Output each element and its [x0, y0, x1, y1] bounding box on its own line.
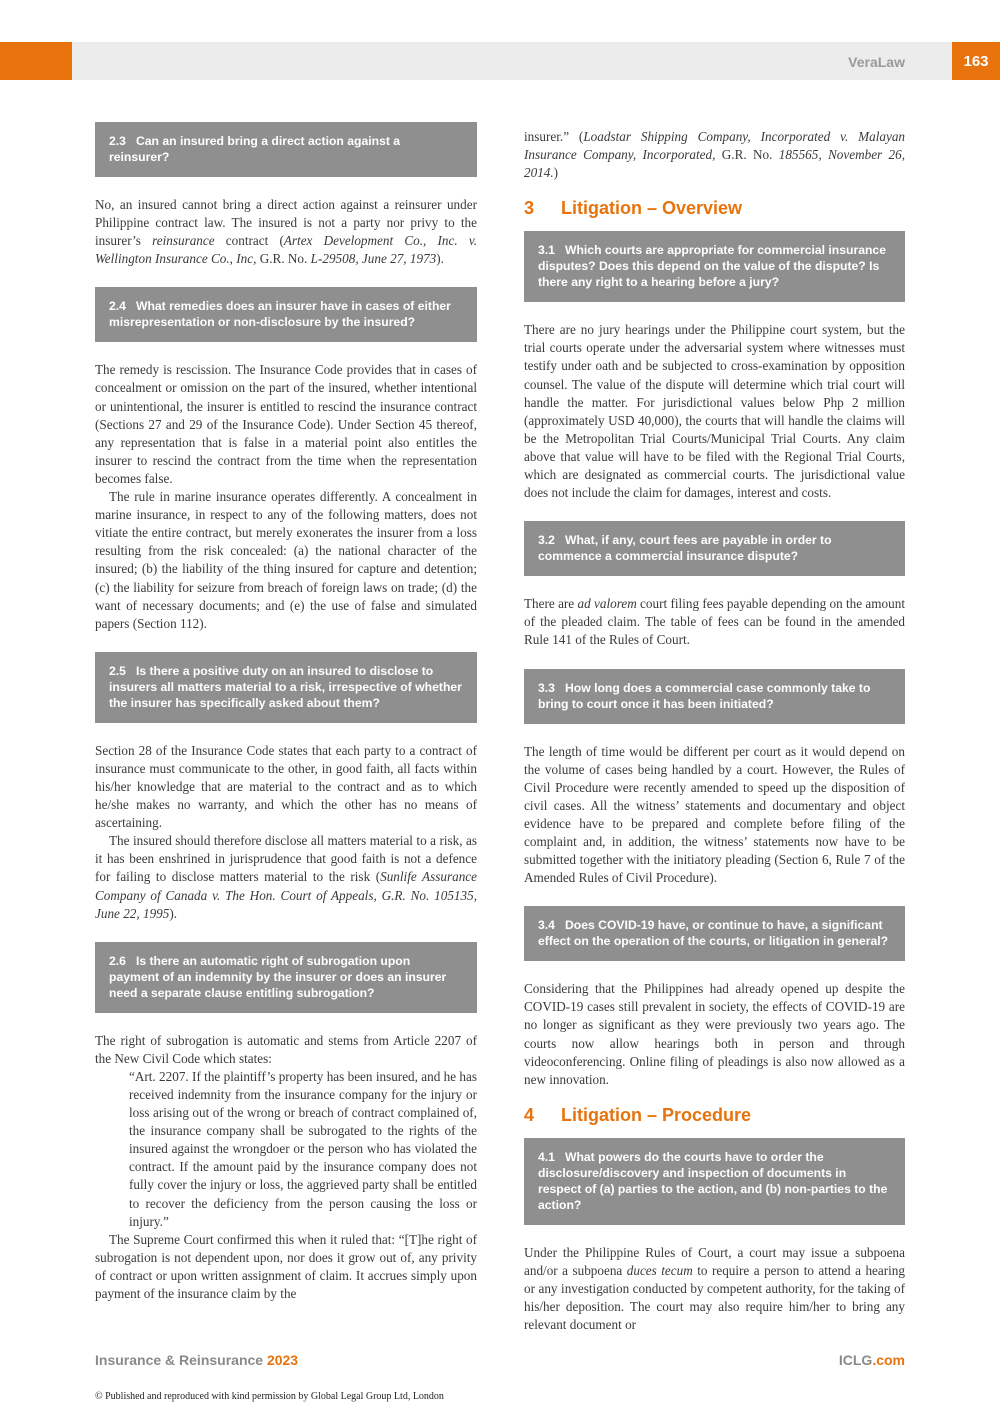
answer-text: G.R. No.	[256, 251, 311, 267]
answer-3-2	[524, 595, 905, 649]
case-citation: L-29508, June 27, 1973	[310, 251, 437, 267]
section-title: Litigation – Procedure	[561, 1104, 752, 1125]
question-text: Is there an automatic right of subrogation upon payment of an indemnity by the insurer or does an insurer need a separate clause entitling subrogation?	[109, 953, 447, 1000]
answer-2-5-p2	[95, 832, 477, 922]
answer-text: ).	[436, 251, 444, 267]
answer-text: No, an insured cannot bring a direct action against a reinsurer under Philippine contract law. The insured is not a party nor privy to the insurer’s	[95, 197, 477, 249]
question-3-1	[524, 231, 905, 302]
case-citation: Loadstar Shipping Company, Incorporated v. Malayan Insurance Company, Incorporated,	[524, 129, 906, 163]
answer-text: G.R. No.	[715, 147, 779, 163]
answer-text: Under the Philippine Rules of Court, a court may issue a subpoena and/or a subpoena	[524, 1244, 905, 1278]
case-citation: Artex Development Co., Inc. v. Wellington Insurance Co., Inc,	[95, 233, 478, 267]
question-number: 3.3	[538, 680, 555, 695]
footer-site	[839, 1352, 905, 1368]
question-text: Can an insured bring a direct action against a reinsurer?	[109, 134, 401, 164]
footer-site-domain: .com	[872, 1352, 905, 1368]
section-number: 4	[524, 1104, 535, 1125]
question-text: Does COVID-19 have, or continue to have, a significant effect on the operation of the courts, or litigation in general?	[538, 918, 889, 949]
answer-3-3: The length of time would be different per court as it would depend on the volume of cases being handled by a court. However, the Rules of Civil Procedure were recently amended to speed up the disposition of civil cases. All the witness’ statements and documentary and object evidence have to be prepared and complete before filing of the complaint and, in addition, the witness’ statements now have to be submitted together with the initiatory pleading (Section 6, Rule 7 of the Amended Rules of Civil Procedure).	[524, 743, 905, 886]
answer-3-1: There are no jury hearings under the Philippine court system, but the trial courts operate under the adversarial system where witnesses must testify under oath and be subjected to cross-examination by opposition counsel. The value of the dispute will determine which trial court will handle the matter. For jurisdictional values below Php 2 million (approximately USD 40,000), the courts that will handle the claims will be the Metropolitan Trial Courts/Municipal Trial Courts. Any claim above that value will have to be filed with the Regional Trial Courts, which are designated as commercial courts. The jurisdictional value does not include the claim for damages, interest and costs.	[524, 322, 905, 501]
question-text: What remedies does an insurer have in cases of either misrepresentation or non-disclosure by the insured?	[109, 299, 451, 330]
question-text: What, if any, court fees are payable in order to commence a commercial insurance dispute?	[538, 533, 832, 564]
right-column	[524, 128, 905, 1334]
answer-text: contract (	[214, 233, 284, 249]
answer-4-1	[524, 1244, 905, 1334]
question-text: What powers do the courts have to order the disclosure/discovery and inspection of documents in respect of (a) parties to the action, and (b) non-parties to the action?	[538, 1149, 888, 1212]
answer-2-6-p1: The right of subrogation is automatic and stems from Article 2207 of the New Civil Code which states:	[95, 1032, 477, 1066]
section-title: Litigation – Overview	[561, 198, 743, 219]
footer-site-name: ICLG	[838, 1352, 873, 1368]
question-3-3	[524, 669, 905, 724]
continued-text	[524, 128, 905, 182]
answer-text: The insured should therefore disclose all matters material to a risk, as it has been enshrined in jurisprudence that good faith is not a defence for failing to disclose matters material to the risk (	[95, 833, 477, 885]
question-text: Which courts are appropriate for commercial insurance disputes? Does this depend on the value of the dispute? Is there any right to a hearing before a jury?	[538, 243, 886, 290]
answer-text: to require a person to attend a hearing or any investigation conducted by competent authority, for the taking of his/her deposition. The court may also require him/her to bring any relevant document or	[524, 1262, 905, 1333]
answer-2-4-p2: The rule in marine insurance operates differently. A concealment in marine insurance, in respect to any of the following matters, does not vitiate the entire contract, but merely exonerates the insurer from a loss resulting from the risk concealed: (a) the national character of the insured; (b) the liability of the thing insured for capture and detention; (c) the liability for seizure from breach of foreign laws on trade; (d) the want of necessary documents; and (e) the use of false and simulated papers (Section 112).	[95, 489, 477, 631]
answer-text: insurer.” (	[524, 129, 584, 144]
question-3-2	[524, 521, 905, 576]
question-number: 2.5	[109, 663, 126, 678]
answer-emphasis: duces tecum	[626, 1262, 693, 1278]
question-2-6	[95, 942, 477, 1013]
question-number: 2.6	[109, 953, 126, 968]
question-text: How long does a commercial case commonly take to bring to court once it has been initiated?	[538, 680, 871, 711]
answer-emphasis: reinsurance	[152, 233, 215, 249]
answer-2-3	[95, 196, 477, 268]
footer-title-text: Insurance & Reinsurance	[95, 1352, 267, 1368]
question-3-4	[524, 906, 905, 961]
footer-publication-title	[95, 1352, 298, 1368]
answer-text: )	[553, 165, 559, 181]
answer-text: ).	[169, 905, 178, 921]
header-brand: VeraLaw	[848, 54, 905, 70]
answer-text: There are	[524, 596, 578, 612]
question-number: 2.4	[109, 299, 126, 314]
header-accent-tab	[0, 42, 72, 80]
answer-2-6-p2: The Supreme Court confirmed this when it ruled that: “[T]he right of subrogation is not dependent upon, nor does it grow out of, any privity of contract or upon written assignment of claim. It accrues simply upon payment of the insurance claim by the	[95, 1231, 477, 1302]
answer-emphasis: ad valorem	[577, 596, 637, 612]
case-citation: Sunlife Assurance Company of Canada v. The Hon. Court of Appeals, G.R. No. 105135, June 22, 1995	[95, 869, 477, 921]
question-number: 4.1	[538, 1149, 555, 1164]
answer-2-4-p1: The remedy is rescission. The Insurance Code provides that in cases of concealment or omission on the part of the insured, whether intentional or unintentional, the insurer is entitled to rescind the insurance contract (Sections 27 and 29 of the Insurance Code). Under Section 45 thereof, any representation that is false in a material point also entitles the insurer to rescind the contract from the time when the representation becomes false.	[95, 362, 477, 486]
question-number: 3.4	[538, 918, 555, 933]
answer-3-4: Considering that the Philippines had already opened up despite the COVID-19 cases still prevalent in society, the effects of COVID-19 are no longer as significant as they were previously two years ago. The courts now allow hearings both in person and through videoconferencing. Online filing of pleadings is also now allowed as a new innovation.	[524, 981, 905, 1087]
question-text: Is there a positive duty on an insured to disclose to insurers all matters material to a risk, irrespective of whether the insurer has specifically asked about them?	[109, 663, 462, 710]
footer-year: 2023	[266, 1352, 299, 1368]
question-number: 3.1	[538, 243, 555, 258]
left-column	[95, 122, 477, 1303]
article-quote: “Art. 2207. If the plaintiff’s property has been insured, and he has received indemnity from the insurance company for the injury or loss arising out of the wrong or breach of contract complained of, the insurance company shall be subrogated to the rights of the insured against the wrongdoer or the person who has violated the contract. If the amount paid by the insurance company does not fully cover the injury or loss, the aggrieved party shall be entitled to recover the deficiency from the person causing the loss or injury.”	[129, 1068, 477, 1229]
answer-text: court filing fees payable depending on the amount of the pleaded claim. The table of fees can be found in the amended Rule 141 of the Rules of Court.	[524, 596, 905, 648]
section-heading-4	[524, 1103, 905, 1127]
page-number: 163	[952, 42, 1000, 80]
question-number: 2.3	[109, 134, 126, 148]
question-2-3	[95, 122, 477, 177]
copyright-notice: © Published and reproduced with kind permission by Global Legal Group Ltd, London	[95, 1391, 444, 1402]
answer-2-5-p1: Section 28 of the Insurance Code states that each party to a contract of insurance must communicate to the other, in good faith, all facts within his/her knowledge that are material to the contract and as to which he/she makes no warranty, and which the other has no means of ascertaining.	[95, 742, 477, 831]
section-number: 3	[524, 198, 535, 219]
section-heading-3	[524, 196, 905, 220]
question-2-5	[95, 652, 477, 723]
question-2-4	[95, 287, 477, 342]
question-number: 3.2	[538, 533, 555, 548]
case-citation: 185565, November 26, 2014.	[524, 147, 906, 181]
question-4-1	[524, 1138, 905, 1225]
